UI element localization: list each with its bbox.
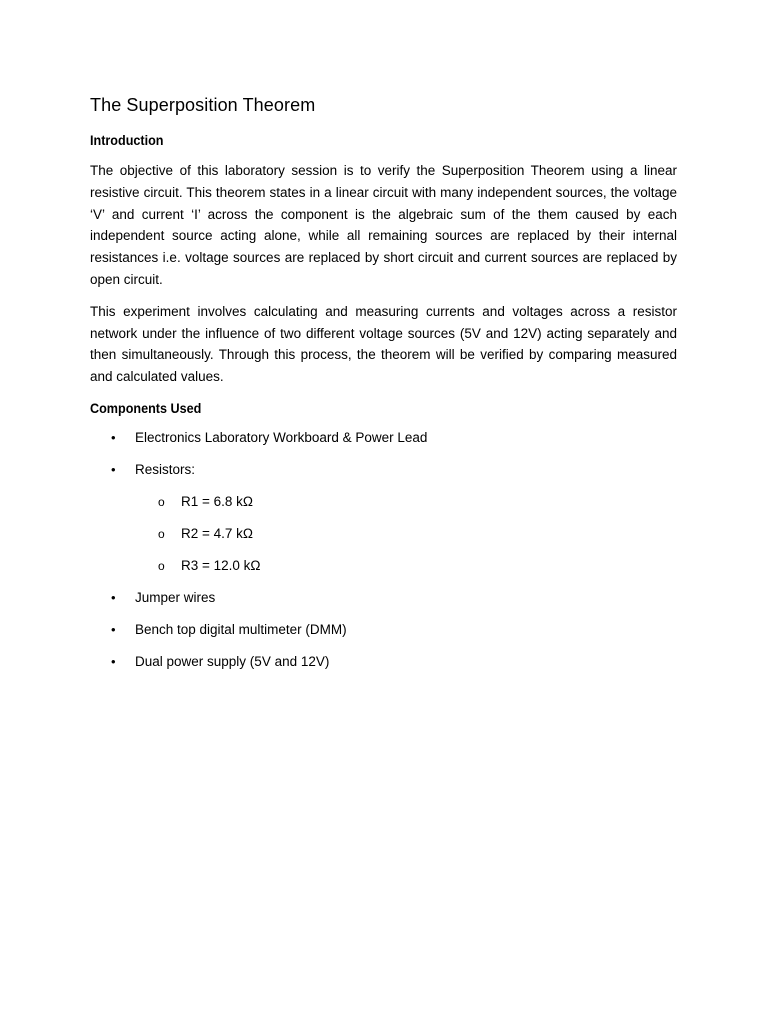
list-item [90,524,677,556]
bullet-icon: • [111,461,116,477]
list-item [90,588,677,620]
introduction-paragraph-2: This experiment involves calculating and measuring currents and voltages across a resistor network under the influence of two different voltage sources (5V and 12V) acting separately and then simultaneously. Through this process, the theorem will be verified by comparing measured and calculated values. [90,303,677,385]
bullet-icon: • [111,589,116,605]
list-item [90,556,677,588]
list-item [90,652,677,684]
list-item [90,492,677,524]
bullet-icon: • [111,429,116,445]
list-item [90,460,677,492]
resistor-r3: R3 = 12.0 kΩ [181,557,261,573]
sub-bullet-icon: o [158,526,165,541]
document-title: The Superposition Theorem [90,95,316,115]
list-item [90,620,677,652]
introduction-paragraph-1: The objective of this laboratory session is to verify the Superposition Theorem using a linear resistive circuit. This theorem states in a linear circuit with many independent sources, the voltage ‘V’ and current ‘I’ across the component is the algebraic sum of the them caused by each independent source acting alone, while all remaining sources are replaced by their internal resistances i.e. voltage sources are replaced by short circuit and current sources are replaced by open circuit. [90,163,677,287]
sub-bullet-icon: o [158,558,165,573]
component-workboard: Electronics Laboratory Workboard & Power Lead [135,429,428,445]
resistor-r2: R2 = 4.7 kΩ [181,525,254,541]
component-dmm: Bench top digital multimeter (DMM) [135,621,347,637]
sub-bullet-icon: o [158,494,165,509]
component-power-supply: Dual power supply (5V and 12V) [135,653,330,669]
component-jumper-wires: Jumper wires [135,589,216,605]
component-resistors: Resistors: [135,461,196,477]
bullet-icon: • [111,621,116,637]
components-list [90,428,677,684]
document-page [90,92,677,684]
list-item [90,428,677,460]
resistor-r1: R1 = 6.8 kΩ [181,493,254,509]
bullet-icon: • [111,653,116,669]
components-heading: Components Used [90,399,202,416]
introduction-heading: Introduction [90,132,164,148]
